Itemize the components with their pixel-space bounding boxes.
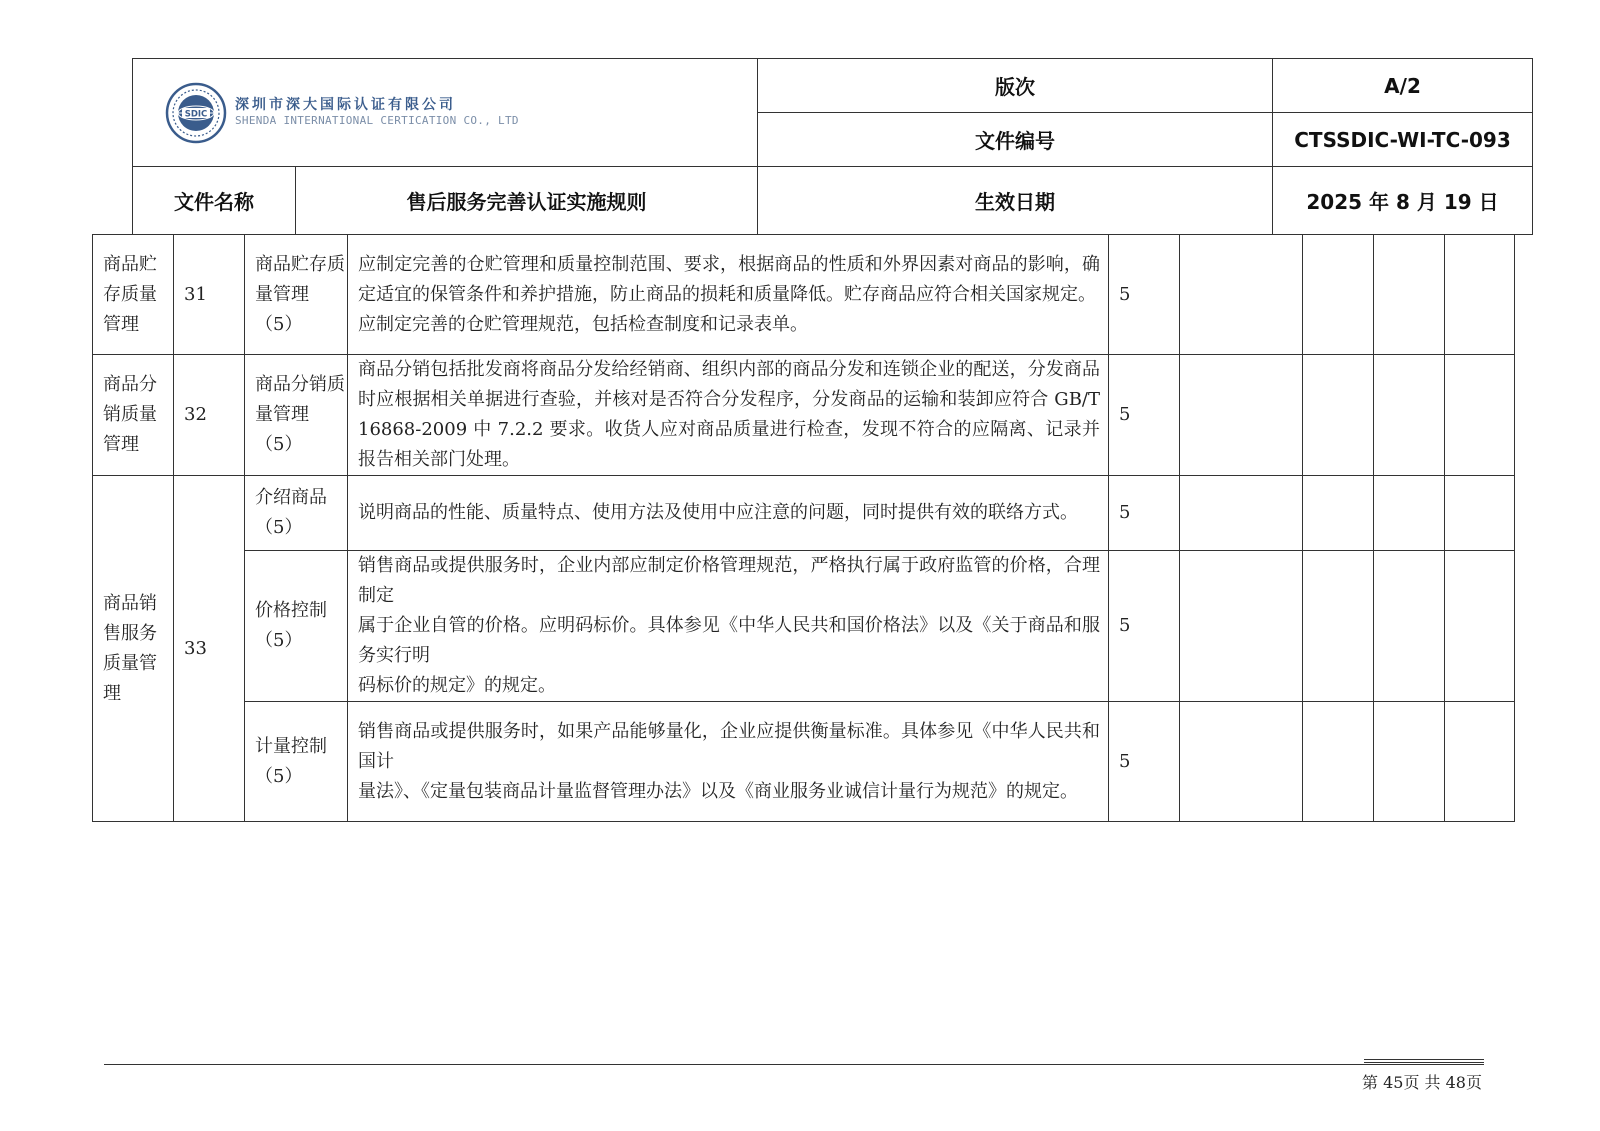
blank-cell bbox=[1445, 702, 1515, 822]
score-cell: 5 bbox=[1109, 702, 1180, 822]
effective-date-value: 2025 年 8 月 19 日 bbox=[1273, 167, 1533, 235]
requirement-cell bbox=[348, 355, 1109, 476]
requirement-text: 码标价的规定》的规定。 bbox=[358, 675, 556, 696]
blank-cell bbox=[1374, 702, 1445, 822]
number-cell: 33 bbox=[174, 476, 245, 822]
blank-cell bbox=[1180, 235, 1303, 355]
page-number: 第 45页 共 48页 bbox=[1362, 1073, 1482, 1092]
requirement-cell bbox=[348, 235, 1109, 355]
blank-cell bbox=[1374, 476, 1445, 551]
version-label: 版次 bbox=[758, 59, 1273, 113]
blank-cell bbox=[1374, 235, 1445, 355]
blank-cell bbox=[1445, 476, 1515, 551]
item-cell: 商品贮存质量管理（5） bbox=[245, 235, 348, 355]
blank-cell bbox=[1303, 476, 1374, 551]
item-cell: 介绍商品（5） bbox=[245, 476, 348, 551]
blank-cell bbox=[1303, 551, 1374, 702]
company-logo-cell bbox=[133, 59, 758, 167]
requirement-text: 量法》、《定量包装商品计量监督管理办法》以及《商业服务业诚信计量行为规范》的规定。 bbox=[358, 780, 1078, 802]
requirement-text: 属于企业自管的价格。应明码标价。具体参见《中华人民共和国价格法》以及《关于商品和服务实行明 bbox=[358, 615, 1100, 666]
blank-cell bbox=[1374, 551, 1445, 702]
item-cell: 商品分销质量管理（5） bbox=[245, 355, 348, 476]
table-row bbox=[93, 235, 1515, 355]
requirement-cell bbox=[348, 551, 1109, 702]
requirement-text: 销售商品或提供服务时，如果产品能够量化，企业应提供衡量标准。具体参见《中华人民共和国计 bbox=[358, 720, 1100, 772]
company-name-en: SHENDA INTERNATIONAL CERTICATION CO., LTD bbox=[235, 114, 519, 128]
requirement-cell bbox=[348, 476, 1109, 551]
version-value: A/2 bbox=[1273, 59, 1533, 113]
company-name-cn: 深圳市深大国际认证有限公司 bbox=[235, 96, 456, 113]
requirement-cell bbox=[348, 702, 1109, 822]
blank-cell bbox=[1303, 702, 1374, 822]
document-header-table bbox=[132, 58, 1533, 235]
footer-divider bbox=[104, 1064, 1484, 1065]
document-name-label: 文件名称 bbox=[133, 167, 296, 235]
blank-cell bbox=[1445, 235, 1515, 355]
table-row bbox=[93, 702, 1515, 822]
blank-cell bbox=[1303, 235, 1374, 355]
table-row bbox=[93, 551, 1515, 702]
item-cell: 价格控制（5） bbox=[245, 551, 348, 702]
number-cell: 32 bbox=[174, 355, 245, 476]
document-name-value: 售后服务完善认证实施规则 bbox=[296, 167, 758, 235]
score-cell: 5 bbox=[1109, 235, 1180, 355]
effective-date-label: 生效日期 bbox=[758, 167, 1273, 235]
table-row bbox=[93, 476, 1515, 551]
requirement-text: 应制定完善的仓贮管理规范，包括检查制度和记录表单。 bbox=[358, 313, 808, 335]
blank-cell bbox=[1180, 702, 1303, 822]
blank-cell bbox=[1374, 355, 1445, 476]
score-cell: 5 bbox=[1109, 476, 1180, 551]
requirement-text: 商品分销包括批发商将商品分发给经销商、组织内部的商品分发和连锁企业的配送，分发商品时应根据相关单据进行查验，并核对是否符合分发程序，分发商品的运输和装卸应符合 GB/T 16868-2009 中 7.2.2 要求。收货人应对商品质量进行检查，发现不符合的应隔离、记录并报告相关部门处理。 bbox=[358, 359, 1100, 470]
number-cell: 31 bbox=[174, 235, 245, 355]
document-number-label: 文件编号 bbox=[758, 113, 1273, 167]
logo-badge-text: SDIC bbox=[184, 109, 208, 119]
blank-cell bbox=[1180, 355, 1303, 476]
score-cell: 5 bbox=[1109, 551, 1180, 702]
item-cell: 计量控制（5） bbox=[245, 702, 348, 822]
category-cell: 商品分销质量管理 bbox=[93, 355, 174, 476]
category-cell: 商品销售服务质量管理 bbox=[93, 476, 174, 822]
requirement-text: 说明商品的性能、质量特点、使用方法及使用中应注意的问题，同时提供有效的联络方式。 bbox=[358, 502, 1078, 523]
company-seal-icon bbox=[165, 82, 227, 144]
footer-double-rule bbox=[1364, 1059, 1484, 1063]
blank-cell bbox=[1180, 551, 1303, 702]
blank-cell bbox=[1180, 476, 1303, 551]
blank-cell bbox=[1303, 355, 1374, 476]
score-cell: 5 bbox=[1109, 355, 1180, 476]
document-number-value: CTSSDIC-WI-TC-093 bbox=[1273, 113, 1533, 167]
requirement-text: 应制定完善的仓贮管理和质量控制范围、要求，根据商品的性质和外界因素对商品的影响，确定适宜的保管条件和养护措施，防止商品的损耗和质量降低。贮存商品应符合相关国家规定。 bbox=[358, 253, 1100, 305]
criteria-table bbox=[92, 234, 1515, 822]
blank-cell bbox=[1445, 551, 1515, 702]
requirement-text: 销售商品或提供服务时，企业内部应制定价格管理规范，严格执行属于政府监管的价格，合理制定 bbox=[358, 555, 1100, 606]
category-cell: 商品贮存质量管理 bbox=[93, 235, 174, 355]
blank-cell bbox=[1445, 355, 1515, 476]
table-row bbox=[93, 355, 1515, 476]
